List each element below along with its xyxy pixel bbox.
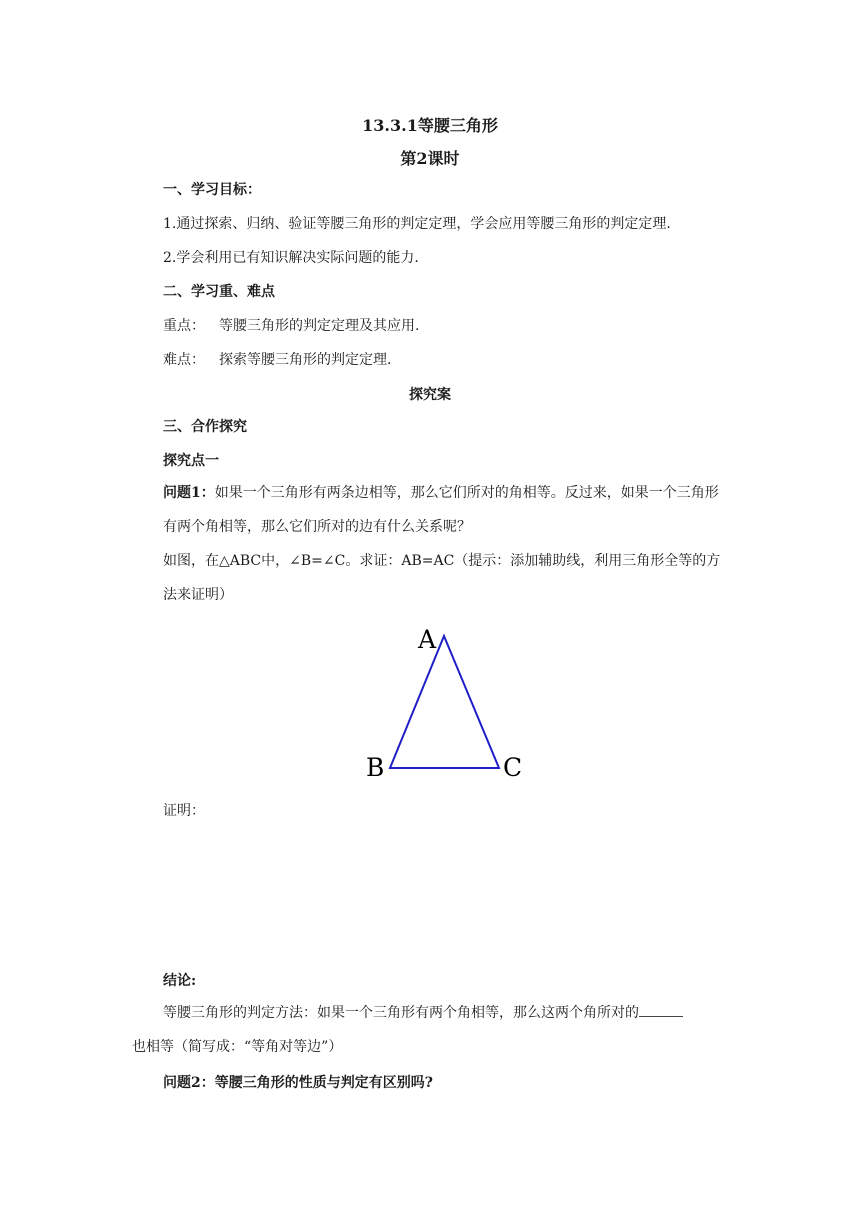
conclusion-blank[interactable]	[639, 1002, 683, 1017]
question1-text: 如果一个三角形有两条边相等，那么它们所对的角相等。反过来，如果一个三角形有两个角相等，那么它们所对的边有什么关系呢？	[163, 485, 719, 535]
section1-heading: 一、学习目标：	[163, 182, 261, 198]
triangle-figure	[360, 620, 530, 785]
conclusion-text-before: 等腰三角形的判定方法：如果一个三角形有两个角相等，那么这两个角所对的	[163, 1005, 639, 1021]
vertex-label-b: B	[366, 753, 385, 782]
conclusion-label: 结论:	[163, 973, 197, 989]
page-title: 13.3.1等腰三角形	[362, 116, 498, 135]
vertex-label-c: C	[503, 753, 523, 782]
key-point-text: 等腰三角形的判定定理及其应用.	[219, 318, 420, 334]
question1-paragraph	[132, 476, 732, 544]
vertex-label-a: A	[418, 625, 437, 654]
center-heading: 探究案	[409, 387, 451, 403]
page-subtitle: 第2课时	[400, 149, 460, 168]
key-point-label: 重点：	[163, 318, 205, 334]
question1-label: 问题1：	[163, 485, 215, 501]
section3-heading: 三、合作探究	[163, 419, 247, 435]
conclusion-text-after: 也相等（简写成：“等角对等边”）	[132, 1039, 343, 1055]
proof-label: 证明：	[163, 803, 205, 819]
key-point-line	[163, 316, 419, 336]
difficult-point-label: 难点：	[163, 352, 205, 368]
conclusion-paragraph	[132, 996, 752, 1064]
difficult-point-line	[163, 350, 391, 370]
figure-paragraph	[132, 544, 732, 612]
explore-point-heading: 探究点一	[163, 453, 219, 469]
section2-heading: 二、学习重、难点	[163, 284, 275, 300]
objective-item-2: 2.学会利用已有知识解决实际问题的能力.	[163, 250, 419, 266]
objective-item-1: 1.通过探索、归纳、验证等腰三角形的判定定理，学会应用等腰三角形的判定定理.	[163, 216, 671, 232]
triangle-abc	[390, 636, 499, 768]
question2-text: 问题2：等腰三角形的性质与判定有区别吗?	[163, 1075, 433, 1091]
figure-text: 如图，在△ABC中，∠B=∠C。求证：AB=AC（提示：添加辅助线，利用三角形全等的方法来证明）	[163, 553, 721, 603]
difficult-point-text: 探索等腰三角形的判定定理.	[219, 352, 392, 368]
